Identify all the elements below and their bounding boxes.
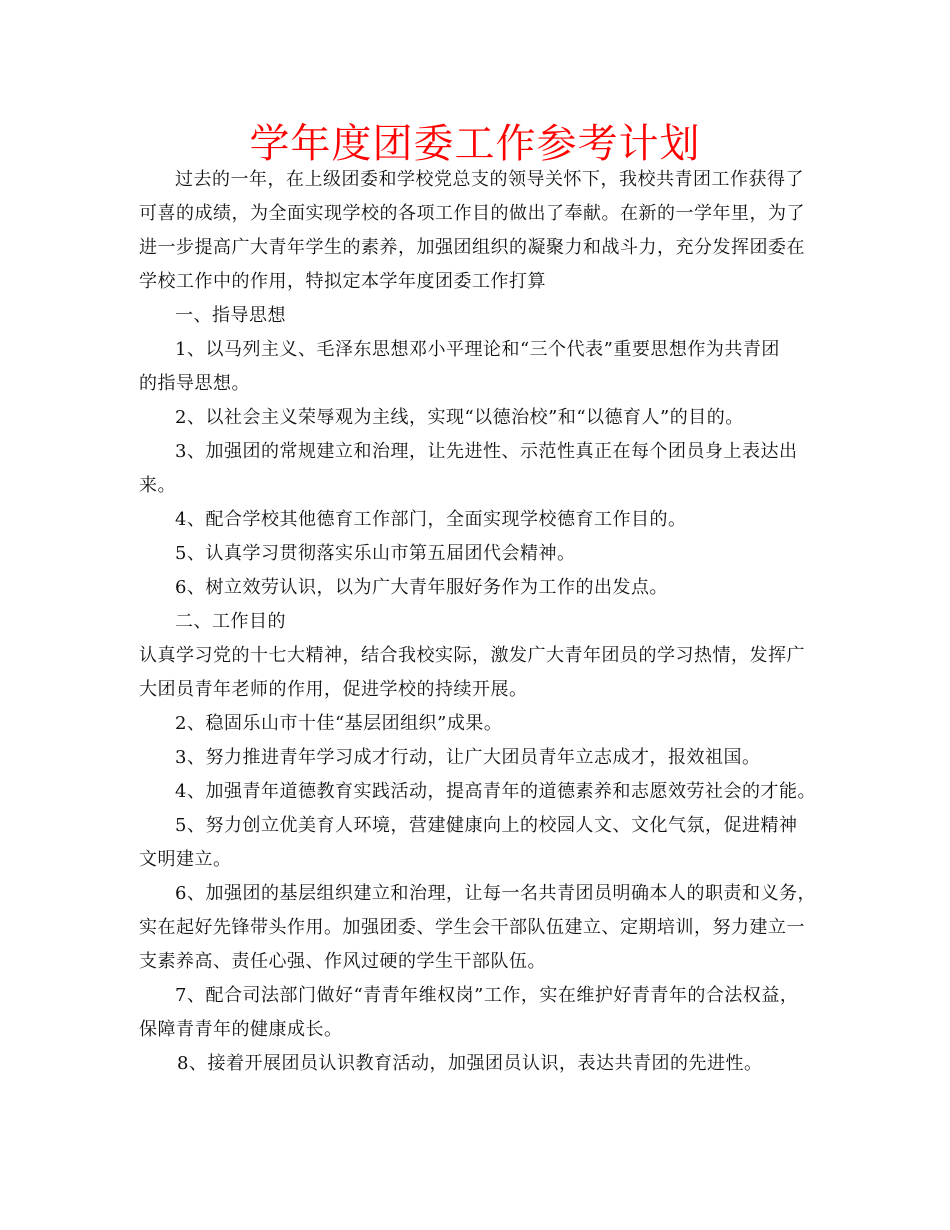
paragraph-line: 8、接着开展团员认识教育活动，加强团员认识，表达共青团的先进性。 — [177, 1053, 763, 1074]
paragraph-line: 文明建立。 — [139, 849, 232, 870]
paragraph-line: 保障青青年的健康成长。 — [139, 1019, 343, 1040]
document-title: 学年度团委工作参考计划 — [249, 121, 701, 167]
section-heading: 一、指导思想 — [175, 305, 286, 326]
paragraph-line: 学校工作中的作用，特拟定本学年度团委工作打算 — [139, 271, 546, 292]
paragraph-line: 支素养高、责任心强、作风过硬的学生干部队伍。 — [139, 951, 546, 972]
paragraph-line: 过去的一年，在上级团委和学校党总支的领导关怀下，我校共青团工作获得了 — [175, 169, 804, 190]
paragraph-line: 可喜的成绩，为全面实现学校的各项工作目的做出了奉献。在新的一学年里，为了 — [139, 203, 805, 224]
paragraph-line: 1、以马列主义、毛泽东思想邓小平理论和“三个代表”重要思想作为共青团 — [175, 339, 780, 360]
paragraph-line: 6、加强团的基层组织建立和治理，让每一名共青团员明确本人的职责和义务， — [175, 883, 816, 904]
paragraph-line: 4、配合学校其他德育工作部门，全面实现学校德育工作目的。 — [175, 509, 687, 530]
paragraph-line: 7、配合司法部门做好“青青年维权岗”工作，实在维护好青青年的合法权益， — [175, 985, 799, 1006]
section-heading: 二、工作目的 — [175, 611, 286, 632]
paragraph-line: 来。 — [139, 475, 176, 496]
paragraph-line: 认真学习党的十七大精神，结合我校实际，激发广大青年团员的学习热情，发挥广 — [139, 645, 805, 666]
paragraph-line: 5、努力创立优美育人环境，营建健康向上的校园人文、文化气氛，促进精神 — [175, 815, 798, 836]
paragraph-line: 2、以社会主义荣辱观为主线，实现“以德治校”和“以德育人”的目的。 — [175, 407, 744, 428]
paragraph-line: 4、加强青年道德教育实践活动，提高青年的道德素养和志愿效劳社会的才能。 — [175, 781, 816, 802]
paragraph-line: 2、稳固乐山市十佳“基层团组织”成果。 — [175, 713, 503, 734]
paragraph-line: 的指导思想。 — [139, 373, 250, 394]
paragraph-line: 5、认真学习贯彻落实乐山市第五届团代会精神。 — [175, 543, 576, 564]
paragraph-line: 进一步提高广大青年学生的素养，加强团组织的凝聚力和战斗力，充分发挥团委在 — [139, 237, 805, 258]
paragraph-line: 实在起好先锋带头作用。加强团委、学生会干部队伍建立、定期培训，努力建立一 — [139, 917, 805, 938]
paragraph-line: 6、树立效劳认识，以为广大青年服好务作为工作的出发点。 — [175, 577, 668, 598]
paragraph-line: 3、加强团的常规建立和治理，让先进性、示范性真正在每个团员身上表达出 — [175, 441, 798, 462]
paragraph-line: 3、努力推进青年学习成才行动，让广大团员青年立志成才，报效祖国。 — [175, 747, 761, 768]
paragraph-line: 大团员青年老师的作用，促进学校的持续开展。 — [139, 679, 528, 700]
